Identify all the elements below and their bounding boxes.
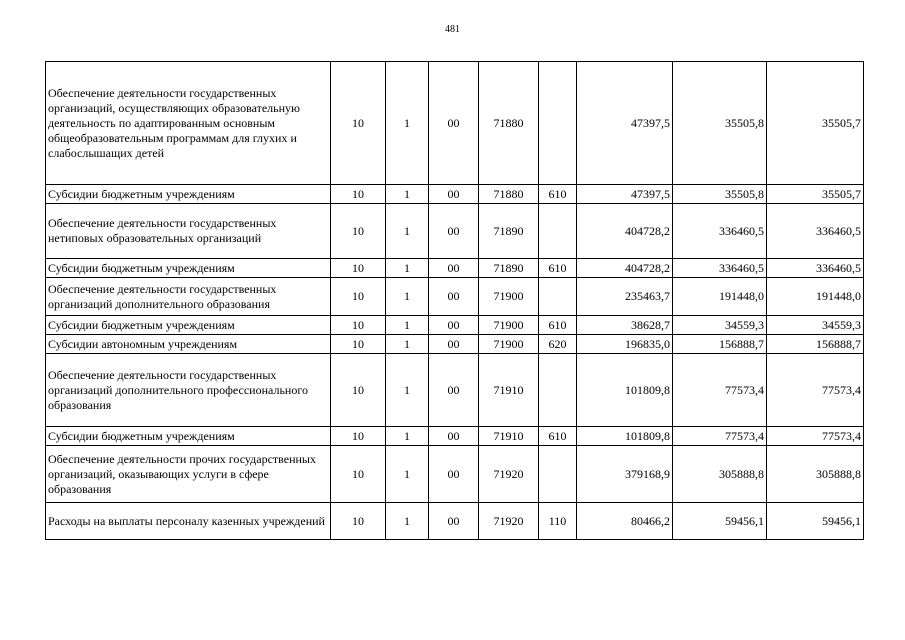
cell-amount-1: 404728,2 (577, 259, 673, 278)
cell-section: 10 (331, 427, 386, 446)
cell-program: 00 (429, 335, 479, 354)
cell-amount-2: 77573,4 (673, 427, 767, 446)
row-name: Субсидии автономным учреждениям (46, 335, 331, 354)
cell-subsection: 1 (386, 503, 429, 540)
cell-section: 10 (331, 62, 386, 185)
cell-amount-2: 35505,8 (673, 62, 767, 185)
cell-amount-3: 35505,7 (767, 185, 864, 204)
cell-subsection: 1 (386, 316, 429, 335)
cell-subsection: 1 (386, 259, 429, 278)
row-name: Обеспечение деятельности прочих государственных организаций, оказывающих услуги в сфере образования (46, 446, 331, 503)
row-name: Обеспечение деятельности государственных организаций, осуществляющих образовательную деятельность по адаптированным основным общеобразовательным программам для глухих и слабослышащих детей (46, 62, 331, 185)
cell-program: 00 (429, 446, 479, 503)
row-name: Субсидии бюджетным учреждениям (46, 259, 331, 278)
cell-section: 10 (331, 354, 386, 427)
cell-amount-3: 59456,1 (767, 503, 864, 540)
cell-target-article: 71920 (479, 446, 539, 503)
table-row (46, 503, 864, 540)
cell-amount-1: 235463,7 (577, 278, 673, 316)
cell-amount-3: 336460,5 (767, 204, 864, 259)
cell-expense-type: 610 (539, 316, 577, 335)
table-row (46, 278, 864, 316)
row-name: Обеспечение деятельности государственных организаций дополнительного образования (46, 278, 331, 316)
cell-expense-type: 610 (539, 259, 577, 278)
cell-subsection: 1 (386, 335, 429, 354)
cell-amount-3: 156888,7 (767, 335, 864, 354)
row-name: Расходы на выплаты персоналу казенных учреждений (46, 503, 331, 540)
cell-amount-1: 101809,8 (577, 354, 673, 427)
cell-section: 10 (331, 259, 386, 278)
cell-amount-1: 47397,5 (577, 62, 673, 185)
cell-target-article: 71880 (479, 185, 539, 204)
cell-amount-2: 59456,1 (673, 503, 767, 540)
table-row (46, 259, 864, 278)
cell-amount-1: 38628,7 (577, 316, 673, 335)
cell-amount-3: 336460,5 (767, 259, 864, 278)
cell-subsection: 1 (386, 427, 429, 446)
cell-amount-1: 80466,2 (577, 503, 673, 540)
cell-target-article: 71880 (479, 62, 539, 185)
cell-expense-type: 620 (539, 335, 577, 354)
cell-section: 10 (331, 185, 386, 204)
cell-amount-3: 77573,4 (767, 354, 864, 427)
row-name: Субсидии бюджетным учреждениям (46, 185, 331, 204)
cell-amount-2: 34559,3 (673, 316, 767, 335)
cell-amount-3: 191448,0 (767, 278, 864, 316)
cell-amount-1: 196835,0 (577, 335, 673, 354)
cell-subsection: 1 (386, 446, 429, 503)
cell-target-article: 71900 (479, 335, 539, 354)
cell-program: 00 (429, 185, 479, 204)
cell-section: 10 (331, 316, 386, 335)
page-number: 481 (445, 24, 460, 35)
cell-section: 10 (331, 446, 386, 503)
cell-target-article: 71890 (479, 259, 539, 278)
table-row (46, 427, 864, 446)
cell-expense-type: 610 (539, 427, 577, 446)
cell-amount-2: 336460,5 (673, 204, 767, 259)
cell-section: 10 (331, 204, 386, 259)
budget-table (45, 61, 864, 540)
cell-amount-2: 35505,8 (673, 185, 767, 204)
cell-program: 00 (429, 354, 479, 427)
table-row (46, 62, 864, 185)
cell-subsection: 1 (386, 204, 429, 259)
cell-target-article: 71900 (479, 278, 539, 316)
cell-amount-2: 305888,8 (673, 446, 767, 503)
cell-amount-3: 305888,8 (767, 446, 864, 503)
cell-amount-1: 47397,5 (577, 185, 673, 204)
cell-amount-1: 404728,2 (577, 204, 673, 259)
cell-amount-3: 77573,4 (767, 427, 864, 446)
cell-amount-1: 101809,8 (577, 427, 673, 446)
cell-target-article: 71920 (479, 503, 539, 540)
cell-amount-2: 336460,5 (673, 259, 767, 278)
cell-program: 00 (429, 427, 479, 446)
cell-expense-type (539, 62, 577, 185)
table-row (46, 204, 864, 259)
cell-program: 00 (429, 204, 479, 259)
cell-expense-type: 610 (539, 185, 577, 204)
cell-subsection: 1 (386, 278, 429, 316)
row-name: Субсидии бюджетным учреждениям (46, 427, 331, 446)
table-row (46, 185, 864, 204)
cell-section: 10 (331, 503, 386, 540)
cell-expense-type (539, 446, 577, 503)
table-row (46, 316, 864, 335)
cell-program: 00 (429, 259, 479, 278)
cell-section: 10 (331, 278, 386, 316)
cell-target-article: 71900 (479, 316, 539, 335)
cell-subsection: 1 (386, 185, 429, 204)
table-body (46, 62, 864, 540)
cell-expense-type (539, 278, 577, 316)
table-row (46, 446, 864, 503)
cell-subsection: 1 (386, 354, 429, 427)
cell-program: 00 (429, 503, 479, 540)
cell-amount-2: 191448,0 (673, 278, 767, 316)
row-name: Обеспечение деятельности государственных нетиповых образовательных организаций (46, 204, 331, 259)
cell-program: 00 (429, 316, 479, 335)
cell-target-article: 71910 (479, 354, 539, 427)
cell-expense-type (539, 354, 577, 427)
row-name: Обеспечение деятельности государственных организаций дополнительного профессионального образования (46, 354, 331, 427)
cell-amount-3: 35505,7 (767, 62, 864, 185)
cell-program: 00 (429, 278, 479, 316)
row-name: Субсидии бюджетным учреждениям (46, 316, 331, 335)
cell-program: 00 (429, 62, 479, 185)
cell-subsection: 1 (386, 62, 429, 185)
table-row (46, 354, 864, 427)
cell-target-article: 71890 (479, 204, 539, 259)
cell-target-article: 71910 (479, 427, 539, 446)
cell-expense-type (539, 204, 577, 259)
cell-amount-2: 156888,7 (673, 335, 767, 354)
cell-amount-3: 34559,3 (767, 316, 864, 335)
cell-expense-type: 110 (539, 503, 577, 540)
cell-amount-1: 379168,9 (577, 446, 673, 503)
cell-section: 10 (331, 335, 386, 354)
table-row (46, 335, 864, 354)
cell-amount-2: 77573,4 (673, 354, 767, 427)
